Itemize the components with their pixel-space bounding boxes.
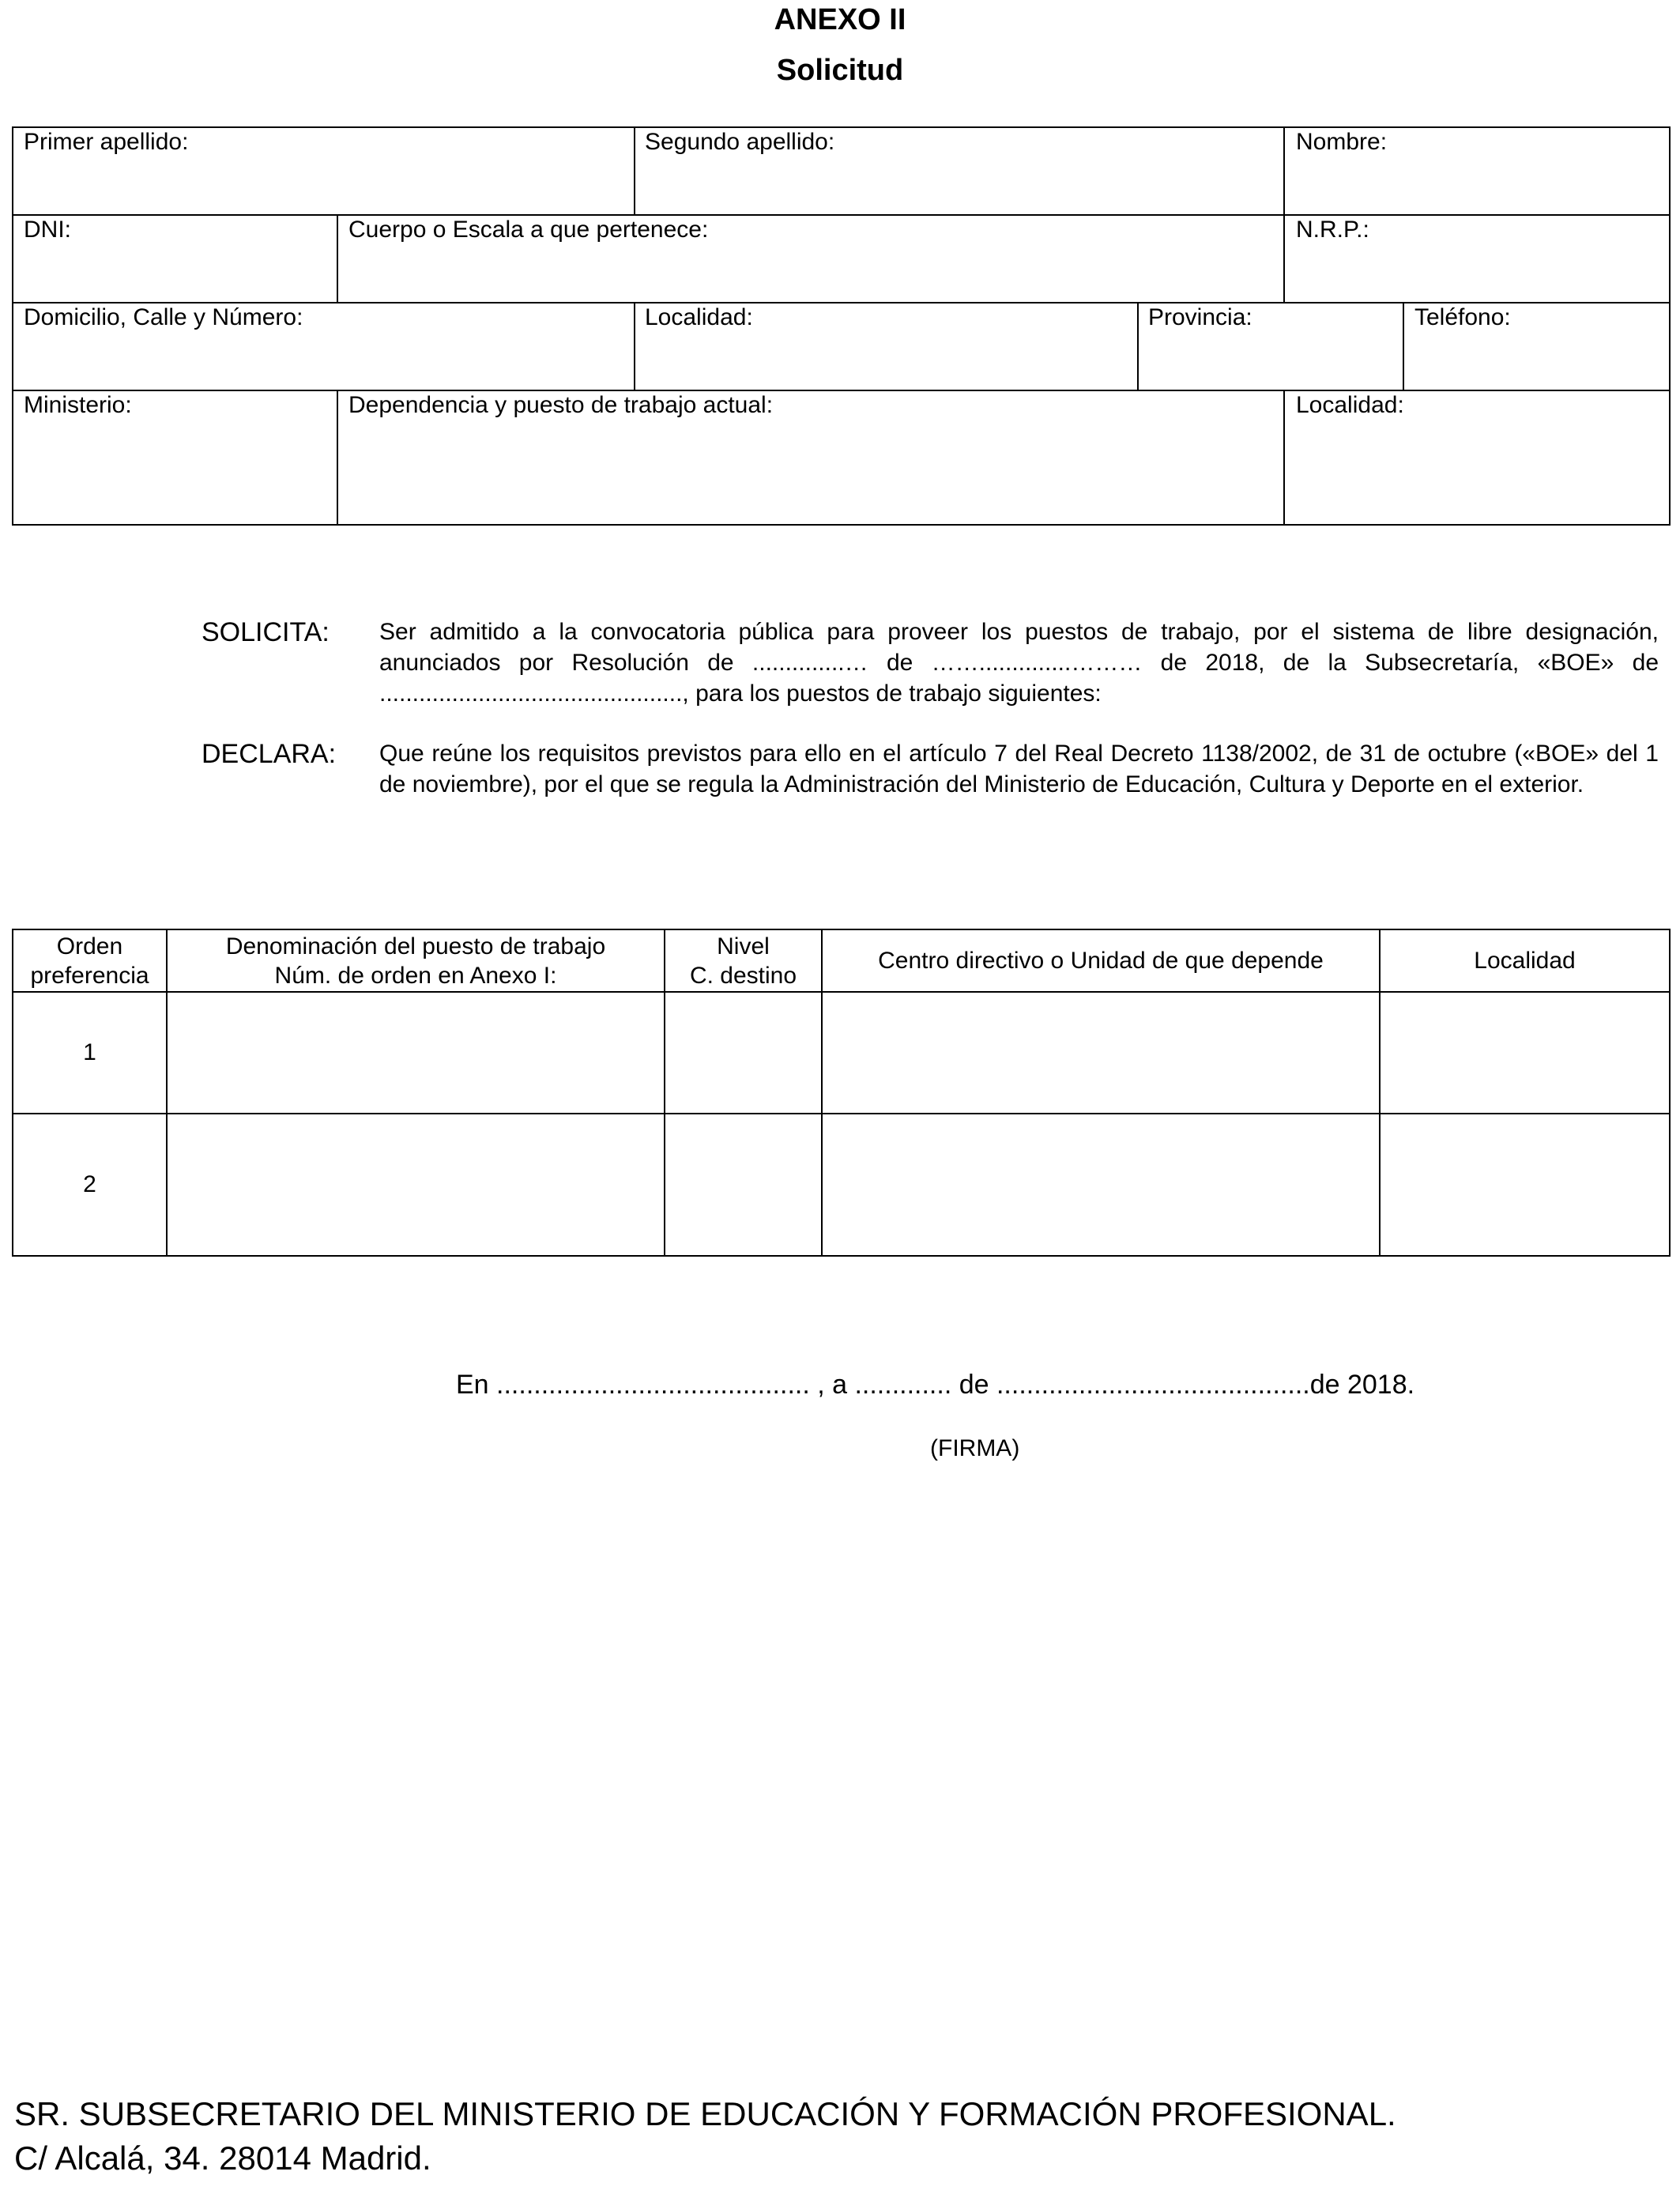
address: C/ Alcalá, 34. 28014 Madrid.	[14, 2139, 431, 2177]
table-cell-nivel[interactable]	[665, 993, 821, 1113]
dependencia-puesto-label: Dependencia y puesto de trabajo actual:	[348, 392, 774, 418]
header-localidad: Localidad	[1474, 948, 1576, 974]
telefono-label: Teléfono:	[1414, 304, 1511, 330]
ministerio-field[interactable]	[13, 421, 336, 524]
annex-title: ANEXO II	[774, 3, 906, 36]
table-cell-denominacion[interactable]	[168, 1114, 664, 1255]
provincia-label: Provincia:	[1148, 304, 1252, 330]
divider	[337, 214, 338, 303]
dependencia-puesto-field[interactable]	[339, 421, 1283, 524]
declara-text: Que reúne los requisitos previstos para ello en el artículo 7 del Real Decreto 1138/2002, de 31 de octubre («BOE» del 1 de noviembre), por el que se regula la Administración del Ministerio de Educación, Cultura y Deporte en el exterior.	[379, 741, 1659, 797]
divider	[337, 390, 338, 526]
nombre-label: Nombre:	[1296, 129, 1388, 155]
divider	[12, 302, 1671, 303]
provincia-field[interactable]	[1139, 334, 1402, 389]
table-cell-denominacion[interactable]	[168, 993, 664, 1113]
segundo-apellido-field[interactable]	[636, 158, 1283, 213]
domicilio-field[interactable]	[13, 334, 633, 389]
addressee: SR. SUBSECRETARIO DEL MINISTERIO DE EDUCACIÓN Y FORMACIÓN PROFESIONAL.	[14, 2095, 1396, 2132]
localidad-label: Localidad:	[645, 304, 753, 330]
header-orden-preferencia: Orden preferencia	[30, 933, 149, 989]
header-denominacion-puesto: Denominación del puesto de trabajo Núm. de orden en Anexo I:	[225, 933, 606, 989]
table-cell-centro[interactable]	[823, 993, 1379, 1113]
primer-apellido-field[interactable]	[13, 158, 633, 213]
table-cell-localidad[interactable]	[1381, 1114, 1669, 1255]
divider	[634, 302, 635, 390]
cuerpo-escala-field[interactable]	[339, 246, 1283, 301]
row-number: 2	[83, 1171, 96, 1197]
divider	[1283, 214, 1285, 303]
solicita-label: SOLICITA:	[202, 617, 330, 647]
header-centro-directivo: Centro directivo o Unidad de que depende	[878, 948, 1324, 974]
divider	[12, 214, 1671, 216]
nombre-field[interactable]	[1286, 158, 1669, 213]
firma-label: (FIRMA)	[930, 1435, 1020, 1461]
localidad-field[interactable]	[636, 334, 1136, 389]
table-cell-nivel[interactable]	[665, 1114, 821, 1255]
header-nivel-destino: Nivel C. destino	[689, 933, 797, 989]
nrp-label: N.R.P.:	[1296, 217, 1369, 243]
localidad-actual-label: Localidad:	[1296, 392, 1404, 418]
divider	[1283, 126, 1285, 215]
form-subtitle: Solicitud	[776, 54, 904, 87]
divider	[634, 126, 635, 215]
cuerpo-escala-label: Cuerpo o Escala a que pertenece:	[348, 217, 709, 243]
telefono-field[interactable]	[1405, 334, 1669, 389]
localidad-actual-field[interactable]	[1286, 421, 1669, 524]
solicita-text: Ser admitido a la convocatoria pública para proveer los puestos de trabajo, por el sistema de libre designación, anunciados por Resolución de ..............… de ……..............……… de 2018, de la Subsecretaría, «BOE» de .............................................., para los puestos de trabajo siguientes:	[379, 619, 1659, 707]
declara-label: DECLARA:	[202, 739, 337, 769]
divider	[1137, 302, 1139, 390]
segundo-apellido-label: Segundo apellido:	[645, 129, 835, 155]
place-date-line: En .......................................... , a ............. de ..........................................de 2018.	[456, 1370, 1415, 1400]
table-cell-centro[interactable]	[823, 1114, 1379, 1255]
divider	[1403, 302, 1404, 390]
table-cell-localidad[interactable]	[1381, 993, 1669, 1113]
dni-field[interactable]	[13, 246, 336, 301]
row-number: 1	[83, 1039, 96, 1065]
divider	[12, 390, 1671, 391]
primer-apellido-label: Primer apellido:	[24, 129, 189, 155]
ministerio-label: Ministerio:	[24, 392, 132, 418]
nrp-field[interactable]	[1286, 246, 1669, 301]
dni-label: DNI:	[24, 217, 71, 243]
divider	[1283, 390, 1285, 526]
domicilio-label: Domicilio, Calle y Número:	[24, 304, 303, 330]
